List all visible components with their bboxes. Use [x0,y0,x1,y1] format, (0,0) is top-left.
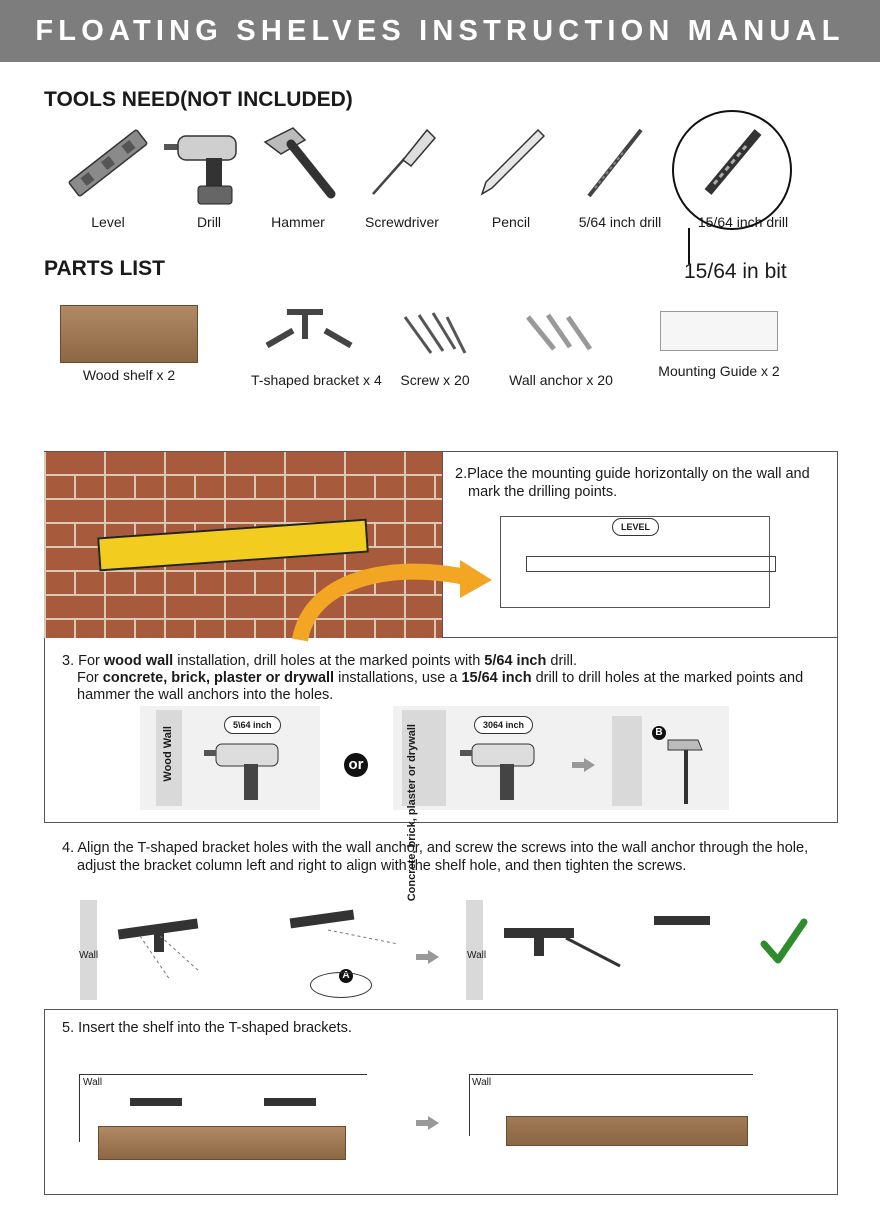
part-screws [397,305,473,388]
part-bracket [251,305,381,388]
mounting-guide-image [660,311,778,351]
label-b-badge: B [652,726,666,740]
tool-label: Drill [196,214,222,230]
tool-label: Pencil [491,214,531,230]
next-arrow-icon [428,950,439,964]
tool-hammer [243,118,353,230]
tool-screwdriver [347,118,457,230]
or-badge: or [344,753,368,777]
mounted-shelf [506,1116,748,1146]
zoom-pointer-line [688,228,690,264]
drill-icon [196,736,316,806]
tool-level [53,118,163,230]
step-4-line-1: 4. Align the T-shaped bracket holes with the wall anchor, and screw the screws into the wall anchor through the hole, [62,840,809,856]
level-icon [53,118,163,208]
part-wood-shelf [60,305,198,383]
part-label: Screw x 20 [400,372,470,388]
tool-small-drill-bit [565,118,675,230]
pencil-icon [456,118,566,208]
label-a-badge: A [339,969,353,983]
parts-heading: PARTS LIST [44,257,165,280]
step-2-line-1: 2.Place the mounting guide horizontally on the wall and [455,466,810,482]
hammer-icon [648,736,708,806]
wood-shelf-image [60,305,198,363]
wood-wall-label: Wood Wall [162,726,174,782]
bracket-left-b [264,1098,316,1106]
mounting-guide-strip [526,556,776,572]
loose-shelf [98,1126,346,1160]
part-label: T-shaped bracket x 4 [251,372,382,388]
drill-size-bubble: 3064 inch [474,716,533,734]
page-title: FLOATING SHELVES INSTRUCTION MANUAL [35,14,845,47]
part-mounting-guide [655,305,783,379]
step-3-line-3: hammer the wall anchors into the holes. [77,687,334,703]
next-arrow-icon [584,758,595,772]
tool-label: Screwdriver [365,214,439,230]
wall-label: Wall [472,1077,492,1088]
tool-label: Hammer [271,214,325,230]
tools-heading: TOOLS NEED(NOT INCLUDED) [44,88,353,111]
screw-icon [397,305,473,363]
tool-label: 15/64 inch drill [697,214,789,230]
next-arrow-icon [428,1116,439,1130]
check-mark-icon [758,916,808,968]
hammer-icon [243,118,353,208]
zoom-label: 15/64 in bit [684,260,787,283]
drill-icon [452,736,572,806]
step-2-line-2: mark the drilling points. [468,484,618,500]
screwdriver-icon [347,118,457,208]
drill-bit-icon [565,118,675,208]
wall-label: Wall [83,1077,103,1088]
part-label: Wall anchor x 20 [509,372,613,388]
step-3-line-1: 3. For wood wall installation, drill holes at the marked points with 5/64 inch drill. [62,653,577,669]
part-wall-anchors [508,305,614,388]
bracket-left-a [130,1098,182,1106]
drill-size-bubble: 5\64 inch [224,716,281,734]
tool-label: 5/64 inch drill [578,214,662,230]
hammer-wall-strip [612,716,642,806]
wall-label: Wall [467,950,487,961]
tool-label: Level [91,214,125,230]
bracket-icon [251,305,381,363]
masonry-wall-label: Concrete, brick, plaster or drywall [406,724,418,902]
zoom-circle [672,110,792,230]
wall-anchor-icon [508,305,614,363]
title-banner [0,0,880,62]
step-3-line-2: For concrete, brick, plaster or drywall installations, use a 15/64 inch drill to drill holes at the marked points and [77,670,804,686]
wall-label: Wall [79,950,99,961]
orange-arrow-icon [240,540,500,650]
step-5-line-1: 5. Insert the shelf into the T-shaped brackets. [62,1020,352,1036]
level-tag: LEVEL [612,518,659,536]
step-4-line-2: adjust the bracket column left and right to align with the shelf hole, and then tighten the screws. [77,858,687,874]
tighten-screw-diagram [496,906,726,1002]
part-label: Wood shelf x 2 [82,367,176,383]
screw-detail-circle [310,972,372,998]
tool-pencil [456,118,566,230]
part-label: Mounting Guide x 2 [658,363,780,379]
